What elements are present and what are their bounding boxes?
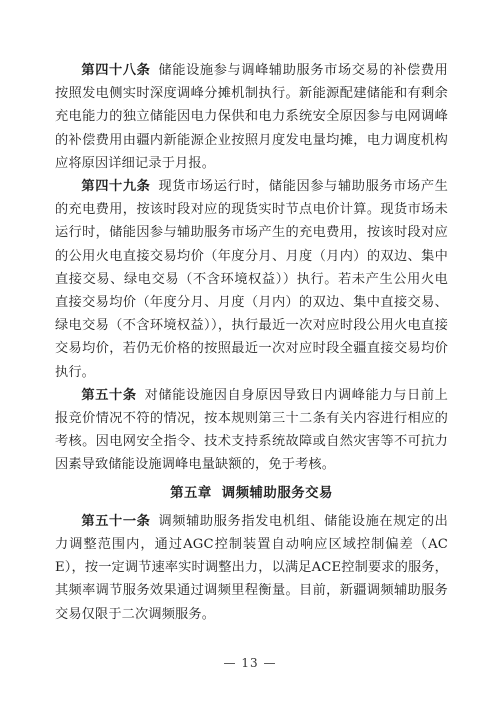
article-48-number: 第四十八条 — [81, 63, 151, 78]
article-51 — [55, 510, 448, 626]
article-50 — [55, 384, 448, 477]
article-49 — [55, 175, 448, 384]
chapter-title: 调频辅助服务交易 — [221, 485, 333, 501]
page-number: — 13 — — [223, 656, 277, 670]
article-50-number: 第五十条 — [81, 387, 137, 403]
article-49-text: 现货市场运行时，储能因参与辅助服务市场产生的充电费用，按该时段对应的现货实时节点电价计算。现货市场未运行时，储能因参与辅助服务市场产生的充电费用，按该时段对应的公用火电直接交易均价（年度分月、月度（月内）的双边、集中直接交易、绿电交易（不含环境权益））执行。若未产生公用火电直接交易均价（年度分月、月度（月内）的双边、集中直接交易、绿电交易（不含环境权益）），执行最近一次对应时段公用火电直接交易均价，若仍无价格的按照最近一次对应时段全疆直接交易均价执行。 — [55, 179, 449, 380]
document-body — [55, 59, 448, 626]
article-48 — [55, 59, 448, 175]
article-50-text: 对储能设施因自身原因导致日内调峰能力与日前上报竞价情况不符的情况，按本规则第三十二条有关内容进行相应的考核。因电网安全指令、技术支持系统故障或自然灾害等不可抗力因素导致储能设施调峰电量缺额的，免于考核。 — [55, 387, 448, 473]
article-51-number: 第五十一条 — [81, 513, 151, 529]
article-49-number: 第四十九条 — [81, 179, 151, 195]
chapter-heading — [55, 482, 448, 505]
article-48-text: 储能设施参与调峰辅助服务市场交易的补偿费用按照发电侧实时深度调峰分摊机制执行。新能源配建储能和有剩余充电能力的独立储能因电力保供和电力系统安全原因参与电网调峰的补偿费用由疆内新能源企业按照月度发电量均摊，电力调度机构应将原因详细记录于月报。 — [55, 63, 449, 171]
chapter-number: 第五章 — [170, 485, 212, 501]
article-51-text: 调频辅助服务指发电机组、储能设施在规定的出力调整范围内，通过AGC控制装置自动响应区域控制偏差（ACE），按一定调节速率实时调整出力，以满足ACE控制要求的服务，其频率调节服务效果通过调频里程衡量。目前，新疆调频辅助服务交易仅限于二次调频服务。 — [55, 513, 449, 622]
